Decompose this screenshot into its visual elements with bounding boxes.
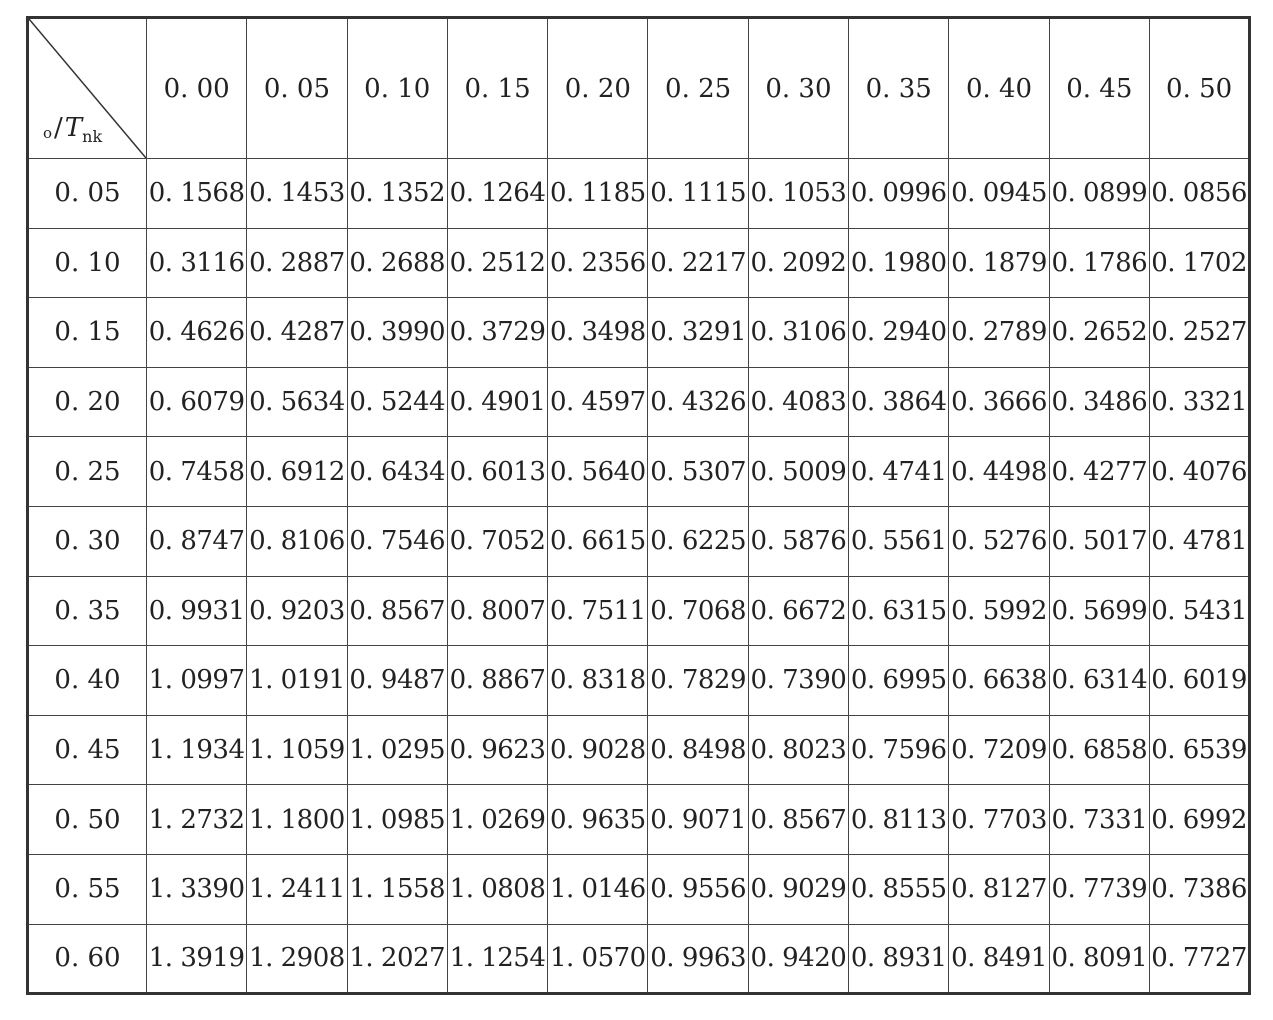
table-cell: 0. 6539 [1149,715,1249,785]
column-header: 0. 30 [748,18,848,159]
table-cell: 0. 9420 [748,924,848,994]
table-cell: 0. 5561 [849,506,949,576]
row-header: 0. 05 [28,159,147,229]
table-cell: 0. 9931 [147,576,247,646]
corner-label [43,113,102,146]
column-header: 0. 45 [1049,18,1149,159]
column-header: 0. 20 [548,18,648,159]
row-header: 0. 15 [28,298,147,368]
table-row [28,924,1250,994]
table-cell: 0. 3321 [1149,367,1249,437]
table-cell: 0. 9623 [447,715,547,785]
table-cell: 0. 7703 [949,785,1049,855]
table-cell: 0. 4076 [1149,437,1249,507]
table-cell: 0. 4781 [1149,506,1249,576]
table-cell: 0. 7331 [1049,785,1149,855]
table-row [28,506,1250,576]
table-cell: 0. 1786 [1049,228,1149,298]
table-cell: 0. 5244 [347,367,447,437]
table-cell: 0. 4626 [147,298,247,368]
table-cell: 1. 2908 [247,924,347,994]
table-cell: 0. 8498 [648,715,748,785]
table-cell: 0. 2527 [1149,298,1249,368]
table-cell: 0. 7829 [648,646,748,716]
table-cell: 0. 2688 [347,228,447,298]
table-cell: 0. 5307 [648,437,748,507]
row-header: 0. 10 [28,228,147,298]
table-cell: 0. 8007 [447,576,547,646]
table-cell: 0. 1453 [247,159,347,229]
table-row [28,367,1250,437]
table-cell: 0. 5699 [1049,576,1149,646]
table-cell: 0. 8931 [849,924,949,994]
table-cell: 0. 7068 [648,576,748,646]
table-cell: 0. 8023 [748,715,848,785]
row-header: 0. 20 [28,367,147,437]
table-cell: 0. 5009 [748,437,848,507]
row-header: 0. 40 [28,646,147,716]
data-table [26,16,1251,995]
table-row [28,715,1250,785]
table-cell: 0. 1702 [1149,228,1249,298]
table-cell: 1. 2027 [347,924,447,994]
table-cell: 0. 4326 [648,367,748,437]
table-row [28,646,1250,716]
table-cell: 0. 8091 [1049,924,1149,994]
table-cell: 0. 7546 [347,506,447,576]
table-cell: 1. 0191 [247,646,347,716]
row-header: 0. 30 [28,506,147,576]
table-cell: 0. 8113 [849,785,949,855]
table-cell: 1. 3390 [147,854,247,924]
table-cell: 0. 4741 [849,437,949,507]
table-cell: 0. 8747 [147,506,247,576]
table-cell: 0. 6225 [648,506,748,576]
table-cell: 0. 6315 [849,576,949,646]
table-cell: 0. 3729 [447,298,547,368]
table-cell: 0. 0899 [1049,159,1149,229]
table-cell: 0. 8318 [548,646,648,716]
table-cell: 0. 7386 [1149,854,1249,924]
table-cell: 0. 3116 [147,228,247,298]
table-cell: 0. 1185 [548,159,648,229]
table-cell: 0. 2217 [648,228,748,298]
table-cell: 0. 9963 [648,924,748,994]
table-cell: 0. 6672 [748,576,848,646]
table-cell: 0. 9071 [648,785,748,855]
table-cell: 0. 2789 [949,298,1049,368]
table-cell: 1. 3919 [147,924,247,994]
table-cell: 0. 8555 [849,854,949,924]
table-cell: 0. 6992 [1149,785,1249,855]
table-cell: 0. 9203 [247,576,347,646]
table-cell: 0. 6314 [1049,646,1149,716]
table-cell: 0. 6912 [247,437,347,507]
table-cell: 0. 6019 [1149,646,1249,716]
table-cell: 0. 8567 [347,576,447,646]
table-cell: 0. 7511 [548,576,648,646]
table-cell: 0. 6079 [147,367,247,437]
table-cell: 0. 3666 [949,367,1049,437]
table-cell: 0. 4277 [1049,437,1149,507]
table-cell: 0. 4287 [247,298,347,368]
table-cell: 0. 3291 [648,298,748,368]
corner-symbol: T [64,113,83,143]
table-cell: 0. 8867 [447,646,547,716]
table-row [28,298,1250,368]
table-cell: 0. 3498 [548,298,648,368]
column-header: 0. 50 [1149,18,1249,159]
table-cell: 0. 5017 [1049,506,1149,576]
table-cell: 1. 0808 [447,854,547,924]
table-cell: 0. 9028 [548,715,648,785]
table-cell: 0. 4901 [447,367,547,437]
column-header: 0. 25 [648,18,748,159]
row-header: 0. 55 [28,854,147,924]
row-header: 0. 60 [28,924,147,994]
table-cell: 0. 2652 [1049,298,1149,368]
corner-subscript: nk [82,127,103,146]
corner-header-cell [28,18,147,159]
table-cell: 0. 1879 [949,228,1049,298]
table-cell: 0. 3864 [849,367,949,437]
table-cell: 0. 5876 [748,506,848,576]
column-header: 0. 05 [247,18,347,159]
table-cell: 0. 0996 [849,159,949,229]
column-header: 0. 40 [949,18,1049,159]
column-header: 0. 15 [447,18,547,159]
table-cell: 0. 6995 [849,646,949,716]
header-row [28,18,1250,159]
table-cell: 1. 0295 [347,715,447,785]
corner-slash: / [54,113,63,143]
table-cell: 0. 8127 [949,854,1049,924]
table-cell: 0. 1980 [849,228,949,298]
table-cell: 0. 2512 [447,228,547,298]
table-cell: 0. 7209 [949,715,1049,785]
table-cell: 0. 7596 [849,715,949,785]
table-cell: 0. 0856 [1149,159,1249,229]
table-cell: 0. 2356 [548,228,648,298]
table-row [28,437,1250,507]
row-header: 0. 45 [28,715,147,785]
table-cell: 0. 5640 [548,437,648,507]
table-cell: 0. 5431 [1149,576,1249,646]
table-cell: 0. 8106 [247,506,347,576]
table-cell: 0. 6638 [949,646,1049,716]
row-header: 0. 25 [28,437,147,507]
column-header: 0. 00 [147,18,247,159]
table-cell: 0. 1352 [347,159,447,229]
table-cell: 1. 0269 [447,785,547,855]
table-cell: 0. 6615 [548,506,648,576]
table-cell: 0. 7390 [748,646,848,716]
table-row [28,576,1250,646]
corner-sub-left: o [43,124,53,142]
table-cell: 0. 2940 [849,298,949,368]
row-header: 0. 50 [28,785,147,855]
table-cell: 0. 7052 [447,506,547,576]
table-row [28,785,1250,855]
table-cell: 0. 1264 [447,159,547,229]
table-cell: 0. 3106 [748,298,848,368]
table-cell: 1. 0146 [548,854,648,924]
table-cell: 0. 7458 [147,437,247,507]
row-header: 0. 35 [28,576,147,646]
table-cell: 0. 1568 [147,159,247,229]
table-cell: 0. 0945 [949,159,1049,229]
table-cell: 0. 2092 [748,228,848,298]
table-cell: 1. 1800 [247,785,347,855]
table-cell: 0. 5276 [949,506,1049,576]
table-cell: 0. 5992 [949,576,1049,646]
table-cell: 0. 9029 [748,854,848,924]
table-cell: 0. 9635 [548,785,648,855]
table-cell: 1. 2732 [147,785,247,855]
table-row [28,228,1250,298]
table-cell: 0. 3990 [347,298,447,368]
table-row [28,854,1250,924]
table-cell: 0. 4498 [949,437,1049,507]
table-cell: 0. 6858 [1049,715,1149,785]
table-cell: 0. 8491 [949,924,1049,994]
table-cell: 1. 0985 [347,785,447,855]
table-cell: 0. 9487 [347,646,447,716]
table-cell: 0. 6013 [447,437,547,507]
table-cell: 0. 1053 [748,159,848,229]
table-cell: 0. 1115 [648,159,748,229]
table-cell: 1. 2411 [247,854,347,924]
table-cell: 1. 0997 [147,646,247,716]
table-cell: 0. 2887 [247,228,347,298]
table-cell: 0. 5634 [247,367,347,437]
table-cell: 0. 4083 [748,367,848,437]
table-cell: 1. 0570 [548,924,648,994]
table-cell: 1. 1059 [247,715,347,785]
table-cell: 0. 9556 [648,854,748,924]
column-header: 0. 10 [347,18,447,159]
table-body [28,159,1250,994]
table-cell: 0. 3486 [1049,367,1149,437]
table-cell: 0. 6434 [347,437,447,507]
table-cell: 0. 7727 [1149,924,1249,994]
table-cell: 1. 1558 [347,854,447,924]
table-cell: 0. 8567 [748,785,848,855]
table-cell: 1. 1254 [447,924,547,994]
table-cell: 1. 1934 [147,715,247,785]
column-header: 0. 35 [849,18,949,159]
table-row [28,159,1250,229]
table-cell: 0. 4597 [548,367,648,437]
table-cell: 0. 7739 [1049,854,1149,924]
